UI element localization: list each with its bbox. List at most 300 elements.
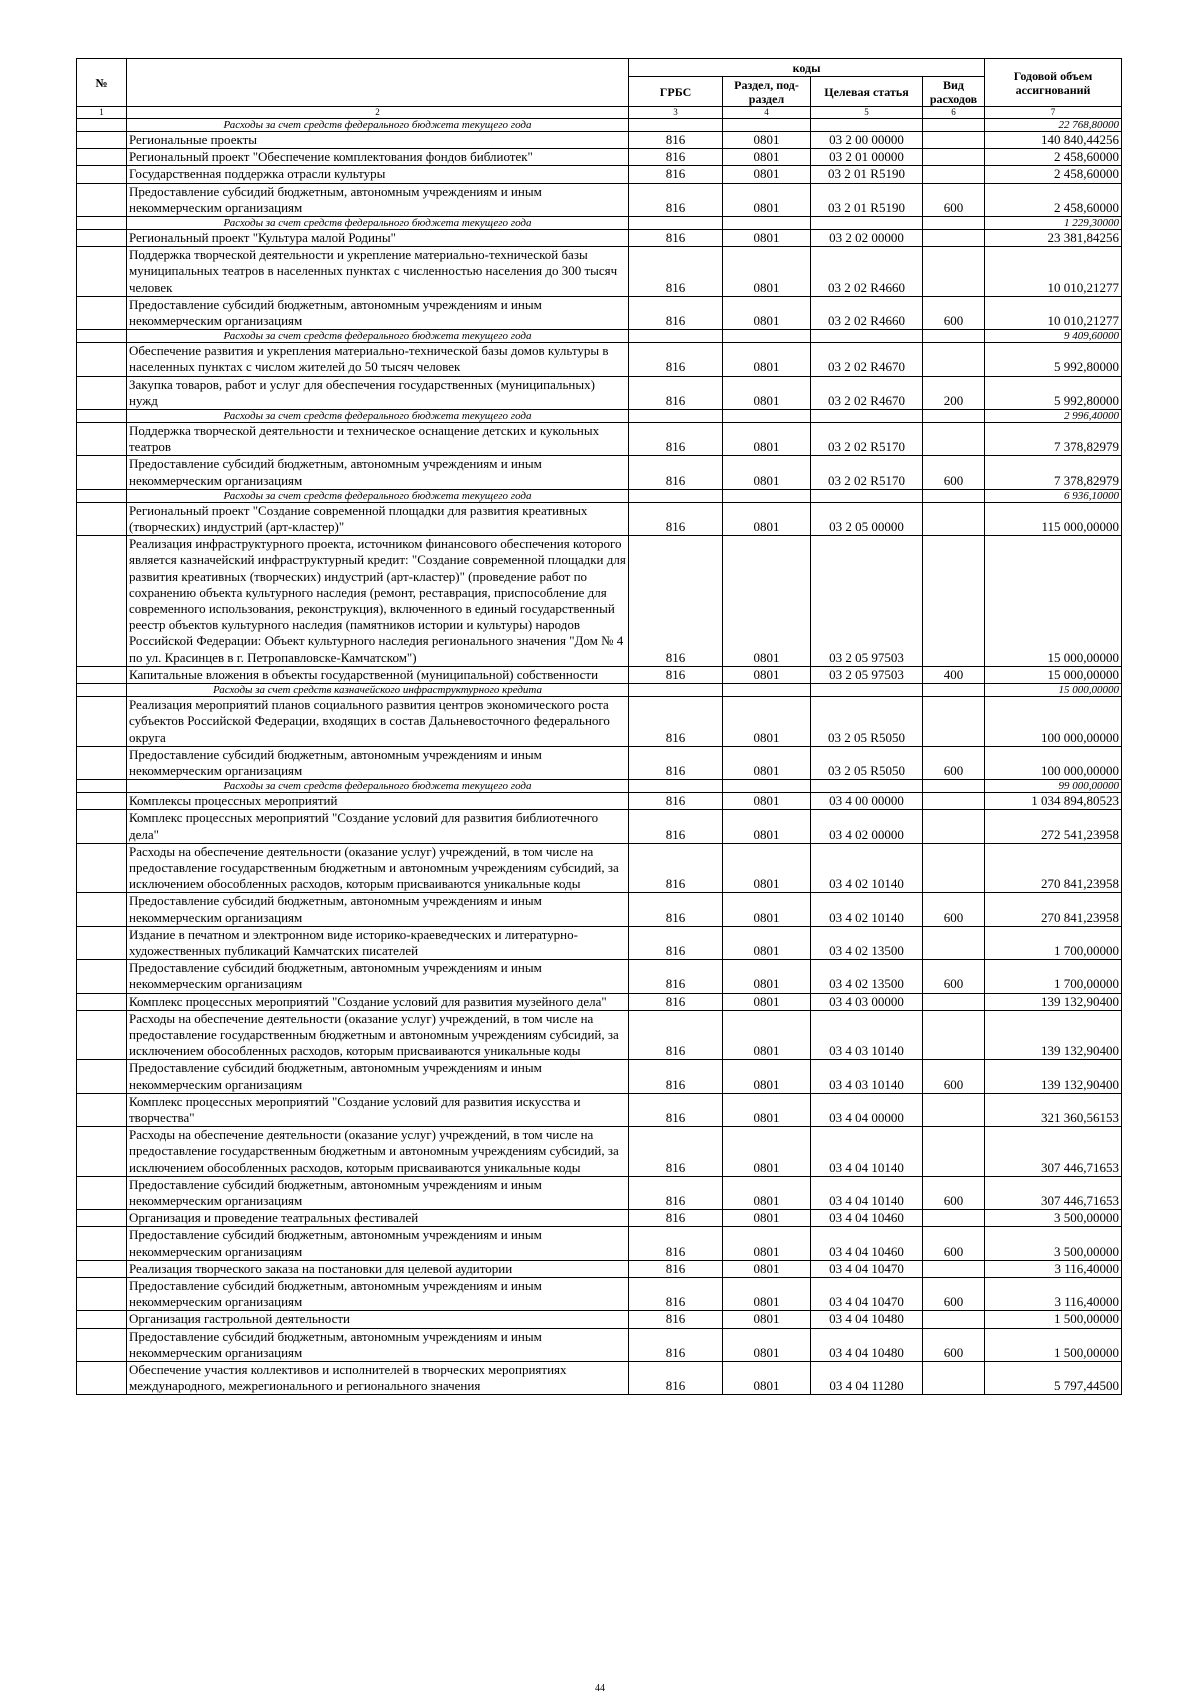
row-number-cell [77,296,127,329]
row-number-cell [77,343,127,376]
header-name [127,59,629,107]
table-row [77,893,1122,926]
amount-cell: 15 000,00000 [985,666,1122,683]
vid-cell [923,843,985,893]
name-cell: Обеспечение участия коллективов и исполнителей в творческих мероприятиях международного, межрегионального и регионального значения [127,1362,629,1395]
row-number-cell [77,166,127,183]
section-cell: 0801 [723,1127,811,1177]
section-cell [723,410,811,423]
amount-cell: 115 000,00000 [985,502,1122,535]
table-row [77,843,1122,893]
target-code-cell: 03 4 04 10140 [811,1127,923,1177]
target-code-cell: 03 4 02 13500 [811,960,923,993]
grbs-cell: 816 [629,1010,723,1060]
amount-cell: 100 000,00000 [985,746,1122,779]
vid-cell [923,1093,985,1126]
grbs-cell [629,410,723,423]
vid-cell: 600 [923,893,985,926]
budget-page [76,58,1121,1395]
grbs-cell: 816 [629,456,723,489]
vid-cell: 600 [923,1176,985,1209]
target-code-cell: 03 4 04 00000 [811,1093,923,1126]
name-cell: Закупка товаров, работ и услуг для обеспечения государственных (муниципальных) нужд [127,376,629,409]
grbs-cell: 816 [629,536,723,667]
vid-cell [923,1260,985,1277]
grbs-cell: 816 [629,376,723,409]
grbs-cell: 816 [629,1093,723,1126]
funding-source-row [77,410,1122,423]
name-cell: Реализация мероприятий планов социального развития центров экономического роста субъектов Российской Федерации, входящих в состав Дальневосточного федерального округа [127,697,629,747]
vid-cell [923,423,985,456]
section-cell: 0801 [723,1328,811,1361]
row-number-cell [77,330,127,343]
amount-cell: 1 229,30000 [985,217,1122,230]
table-row [77,149,1122,166]
target-code-cell: 03 4 04 10140 [811,1176,923,1209]
vid-cell [923,166,985,183]
vid-cell [923,230,985,247]
row-number-cell [77,119,127,132]
row-number-cell [77,217,127,230]
target-code-cell [811,217,923,230]
funding-source-row [77,330,1122,343]
target-code-cell: 03 2 05 97503 [811,536,923,667]
amount-cell: 139 132,90400 [985,1010,1122,1060]
vid-cell [923,993,985,1010]
vid-cell: 600 [923,183,985,216]
section-cell: 0801 [723,1278,811,1311]
row-number-cell [77,1311,127,1328]
row-number-cell [77,1060,127,1093]
name-cell: Предоставление субсидий бюджетным, автономным учреждениям и иным некоммерческим организациям [127,1060,629,1093]
name-cell: Региональные проекты [127,132,629,149]
grbs-cell [629,780,723,793]
header-amount: Годовой объем ассигнований [985,59,1122,107]
target-code-cell: 03 4 02 10140 [811,893,923,926]
amount-cell: 10 010,21277 [985,247,1122,297]
vid-cell: 600 [923,296,985,329]
section-cell [723,684,811,697]
amount-cell: 5 992,80000 [985,343,1122,376]
grbs-cell: 816 [629,893,723,926]
grbs-cell [629,330,723,343]
section-cell: 0801 [723,1362,811,1395]
name-cell: Расходы за счет средств федерального бюджета текущего года [127,119,629,132]
target-code-cell: 03 4 03 10140 [811,1060,923,1093]
grbs-cell [629,684,723,697]
amount-cell: 307 446,71653 [985,1176,1122,1209]
row-number-cell [77,1210,127,1227]
name-cell: Предоставление субсидий бюджетным, автономным учреждениям и иным некоммерческим организациям [127,746,629,779]
target-code-cell: 03 4 00 00000 [811,793,923,810]
name-cell: Предоставление субсидий бюджетным, автономным учреждениям и иным некоммерческим организациям [127,456,629,489]
row-number-cell [77,1278,127,1311]
name-cell: Расходы за счет средств казначейского инфраструктурного кредита [127,684,629,697]
target-code-cell: 03 4 02 13500 [811,926,923,959]
table-row [77,1362,1122,1395]
grbs-cell: 816 [629,843,723,893]
header-vid: Вид расходов [923,77,985,107]
target-code-cell: 03 2 05 97503 [811,666,923,683]
section-cell: 0801 [723,230,811,247]
name-cell: Предоставление субсидий бюджетным, автономным учреждениям и иным некоммерческим организациям [127,893,629,926]
section-cell: 0801 [723,793,811,810]
grbs-cell: 816 [629,149,723,166]
section-cell: 0801 [723,697,811,747]
row-number-cell [77,489,127,502]
row-number-cell [77,843,127,893]
grbs-cell: 816 [629,166,723,183]
row-number-cell [77,780,127,793]
row-number-cell [77,960,127,993]
vid-cell [923,489,985,502]
section-cell: 0801 [723,149,811,166]
target-code-cell [811,119,923,132]
grbs-cell: 816 [629,1311,723,1328]
row-number-cell [77,666,127,683]
header-num: № [77,59,127,107]
section-cell: 0801 [723,1176,811,1209]
section-cell: 0801 [723,296,811,329]
name-cell: Организация гастрольной деятельности [127,1311,629,1328]
amount-cell: 6 936,10000 [985,489,1122,502]
name-cell: Региональный проект "Обеспечение комплектования фондов библиотек" [127,149,629,166]
target-code-cell [811,330,923,343]
amount-cell: 7 378,82979 [985,456,1122,489]
table-row [77,230,1122,247]
name-cell: Капитальные вложения в объекты государственной (муниципальной) собственности [127,666,629,683]
table-row [77,247,1122,297]
funding-source-row [77,489,1122,502]
table-row [77,697,1122,747]
amount-cell: 9 409,60000 [985,330,1122,343]
table-row [77,1210,1122,1227]
column-number-row [77,107,1122,119]
target-code-cell [811,684,923,697]
vid-cell: 600 [923,1328,985,1361]
table-row [77,1093,1122,1126]
section-cell: 0801 [723,247,811,297]
vid-cell [923,697,985,747]
target-code-cell: 03 4 03 10140 [811,1010,923,1060]
vid-cell: 600 [923,960,985,993]
grbs-cell: 816 [629,1278,723,1311]
name-cell: Издание в печатном и электронном виде историко-краеведческих и литературно-художественных публикаций Камчатских писателей [127,926,629,959]
name-cell: Государственная поддержка отрасли культуры [127,166,629,183]
grbs-cell: 816 [629,1227,723,1260]
section-cell: 0801 [723,993,811,1010]
table-row [77,536,1122,667]
table-row [77,1278,1122,1311]
target-code-cell: 03 2 01 00000 [811,149,923,166]
header-codes: коды [629,59,985,77]
name-cell: Организация и проведение театральных фестивалей [127,1210,629,1227]
grbs-cell: 816 [629,697,723,747]
row-number-cell [77,423,127,456]
name-cell: Расходы на обеспечение деятельности (оказание услуг) учреждений, в том числе на предоставление государственным бюджетным и автономным учреждениям субсидий, за исключением обособленных расходов, которым присваиваются уникальные коды [127,1010,629,1060]
table-row [77,1311,1122,1328]
vid-cell [923,1311,985,1328]
target-code-cell: 03 2 00 00000 [811,132,923,149]
name-cell: Региональный проект "Создание современной площадки для развития креативных (творческих) индустрий (арт-кластер)" [127,502,629,535]
section-cell [723,780,811,793]
name-cell: Поддержка творческой деятельности и укрепление материально-технической базы муниципальных театров в населенных пунктах с численностью населения до 300 тысяч человек [127,247,629,297]
amount-cell: 2 996,40000 [985,410,1122,423]
amount-cell: 5 992,80000 [985,376,1122,409]
vid-cell [923,247,985,297]
amount-cell: 100 000,00000 [985,697,1122,747]
name-cell: Расходы за счет средств федерального бюджета текущего года [127,489,629,502]
row-number-cell [77,684,127,697]
section-cell: 0801 [723,1210,811,1227]
amount-cell: 272 541,23958 [985,810,1122,843]
name-cell: Комплекс процессных мероприятий "Создание условий для развития музейного дела" [127,993,629,1010]
row-number-cell [77,1328,127,1361]
amount-cell: 2 458,60000 [985,166,1122,183]
column-number: 5 [811,107,923,119]
grbs-cell: 816 [629,926,723,959]
target-code-cell: 03 4 04 10480 [811,1311,923,1328]
section-cell: 0801 [723,536,811,667]
section-cell: 0801 [723,1227,811,1260]
section-cell: 0801 [723,960,811,993]
amount-cell: 1 700,00000 [985,960,1122,993]
grbs-cell: 816 [629,993,723,1010]
target-code-cell [811,780,923,793]
table-row [77,1328,1122,1361]
header-grbs: ГРБС [629,77,723,107]
target-code-cell: 03 2 02 R4670 [811,343,923,376]
amount-cell: 321 360,56153 [985,1093,1122,1126]
row-number-cell [77,376,127,409]
grbs-cell: 816 [629,343,723,376]
section-cell: 0801 [723,132,811,149]
row-number-cell [77,1176,127,1209]
name-cell: Предоставление субсидий бюджетным, автономным учреждениям и иным некоммерческим организациям [127,1227,629,1260]
amount-cell: 139 132,90400 [985,993,1122,1010]
row-number-cell [77,793,127,810]
amount-cell: 3 116,40000 [985,1278,1122,1311]
row-number-cell [77,132,127,149]
amount-cell: 270 841,23958 [985,843,1122,893]
funding-source-row [77,780,1122,793]
target-code-cell: 03 4 04 11280 [811,1362,923,1395]
vid-cell [923,132,985,149]
target-code-cell: 03 4 02 00000 [811,810,923,843]
vid-cell [923,119,985,132]
vid-cell [923,1210,985,1227]
target-code-cell [811,410,923,423]
section-cell: 0801 [723,166,811,183]
grbs-cell: 816 [629,666,723,683]
row-number-cell [77,893,127,926]
grbs-cell: 816 [629,1060,723,1093]
target-code-cell: 03 2 01 R5190 [811,183,923,216]
grbs-cell: 816 [629,296,723,329]
section-cell [723,119,811,132]
amount-cell: 7 378,82979 [985,423,1122,456]
target-code-cell: 03 2 05 R5050 [811,697,923,747]
row-number-cell [77,993,127,1010]
target-code-cell [811,489,923,502]
section-cell: 0801 [723,1060,811,1093]
vid-cell [923,217,985,230]
table-body [77,119,1122,1395]
name-cell: Предоставление субсидий бюджетным, автономным учреждениям и иным некоммерческим организациям [127,960,629,993]
grbs-cell: 816 [629,1328,723,1361]
table-row [77,183,1122,216]
name-cell: Расходы на обеспечение деятельности (оказание услуг) учреждений, в том числе на предоставление государственным бюджетным и автономным учреждениям субсидий, за исключением обособленных расходов, которым присваиваются уникальные коды [127,1127,629,1177]
target-code-cell: 03 4 04 10460 [811,1210,923,1227]
vid-cell [923,793,985,810]
section-cell [723,330,811,343]
vid-cell [923,1127,985,1177]
target-code-cell: 03 2 05 00000 [811,502,923,535]
section-cell: 0801 [723,502,811,535]
target-code-cell: 03 4 04 10470 [811,1260,923,1277]
section-cell: 0801 [723,183,811,216]
target-code-cell: 03 2 02 R4670 [811,376,923,409]
section-cell: 0801 [723,843,811,893]
table-row [77,666,1122,683]
vid-cell [923,1362,985,1395]
grbs-cell: 816 [629,1362,723,1395]
amount-cell: 140 840,44256 [985,132,1122,149]
section-cell: 0801 [723,746,811,779]
row-number-cell [77,926,127,959]
vid-cell [923,149,985,166]
vid-cell [923,502,985,535]
section-cell: 0801 [723,666,811,683]
amount-cell: 3 500,00000 [985,1210,1122,1227]
target-code-cell: 03 2 02 R4660 [811,247,923,297]
amount-cell: 99 000,00000 [985,780,1122,793]
row-number-cell [77,247,127,297]
column-number: 3 [629,107,723,119]
section-cell: 0801 [723,423,811,456]
amount-cell: 5 797,44500 [985,1362,1122,1395]
name-cell: Предоставление субсидий бюджетным, автономным учреждениям и иным некоммерческим организациям [127,183,629,216]
row-number-cell [77,697,127,747]
table-row [77,343,1122,376]
vid-cell [923,536,985,667]
amount-cell: 270 841,23958 [985,893,1122,926]
amount-cell: 1 034 894,80523 [985,793,1122,810]
section-cell: 0801 [723,376,811,409]
target-code-cell: 03 2 02 R5170 [811,456,923,489]
target-code-cell: 03 4 02 10140 [811,843,923,893]
amount-cell: 139 132,90400 [985,1060,1122,1093]
table-row [77,132,1122,149]
grbs-cell [629,489,723,502]
table-row [77,1176,1122,1209]
grbs-cell: 816 [629,247,723,297]
table-row [77,1227,1122,1260]
grbs-cell: 816 [629,1260,723,1277]
row-number-cell [77,1260,127,1277]
target-code-cell: 03 4 03 00000 [811,993,923,1010]
amount-cell: 15 000,00000 [985,684,1122,697]
vid-cell [923,684,985,697]
column-number: 4 [723,107,811,119]
row-number-cell [77,1010,127,1060]
table-row [77,502,1122,535]
section-cell [723,489,811,502]
vid-cell: 600 [923,456,985,489]
budget-table [76,58,1122,1395]
vid-cell [923,926,985,959]
name-cell: Расходы за счет средств федерального бюджета текущего года [127,330,629,343]
funding-source-row [77,684,1122,697]
table-row [77,993,1122,1010]
table-row [77,166,1122,183]
vid-cell: 200 [923,376,985,409]
target-code-cell: 03 2 05 R5050 [811,746,923,779]
name-cell: Реализация творческого заказа на постановки для целевой аудитории [127,1260,629,1277]
page-number: 44 [595,1683,605,1694]
target-code-cell: 03 2 02 R4660 [811,296,923,329]
section-cell: 0801 [723,456,811,489]
grbs-cell: 816 [629,793,723,810]
table-row [77,296,1122,329]
vid-cell [923,810,985,843]
table-row [77,793,1122,810]
section-cell: 0801 [723,926,811,959]
row-number-cell [77,1362,127,1395]
row-number-cell [77,230,127,247]
grbs-cell: 816 [629,1210,723,1227]
table-row [77,810,1122,843]
table-row [77,1060,1122,1093]
grbs-cell: 816 [629,423,723,456]
section-cell: 0801 [723,810,811,843]
funding-source-row [77,119,1122,132]
grbs-cell [629,119,723,132]
grbs-cell: 816 [629,230,723,247]
vid-cell: 600 [923,746,985,779]
name-cell: Расходы на обеспечение деятельности (оказание услуг) учреждений, в том числе на предоставление государственным бюджетным и автономным учреждениям субсидий, за исключением обособленных расходов, которым присваиваются уникальные коды [127,843,629,893]
row-number-cell [77,536,127,667]
name-cell: Расходы за счет средств федерального бюджета текущего года [127,217,629,230]
amount-cell: 22 768,80000 [985,119,1122,132]
funding-source-row [77,217,1122,230]
section-cell: 0801 [723,1093,811,1126]
amount-cell: 2 458,60000 [985,183,1122,216]
vid-cell: 600 [923,1060,985,1093]
amount-cell: 10 010,21277 [985,296,1122,329]
amount-cell: 307 446,71653 [985,1127,1122,1177]
column-number: 1 [77,107,127,119]
section-cell: 0801 [723,1311,811,1328]
name-cell: Расходы за счет средств федерального бюджета текущего года [127,780,629,793]
grbs-cell: 816 [629,960,723,993]
amount-cell: 3 500,00000 [985,1227,1122,1260]
name-cell: Региональный проект "Культура малой Родины" [127,230,629,247]
table-row [77,456,1122,489]
section-cell: 0801 [723,343,811,376]
table-row [77,746,1122,779]
name-cell: Комплекс процессных мероприятий "Создание условий для развития искусства и творчества" [127,1093,629,1126]
grbs-cell: 816 [629,1176,723,1209]
section-cell: 0801 [723,893,811,926]
target-code-cell: 03 2 02 R5170 [811,423,923,456]
column-number: 2 [127,107,629,119]
header-section: Раздел, под-раздел [723,77,811,107]
amount-cell: 15 000,00000 [985,536,1122,667]
row-number-cell [77,746,127,779]
row-number-cell [77,149,127,166]
name-cell: Расходы за счет средств федерального бюджета текущего года [127,410,629,423]
